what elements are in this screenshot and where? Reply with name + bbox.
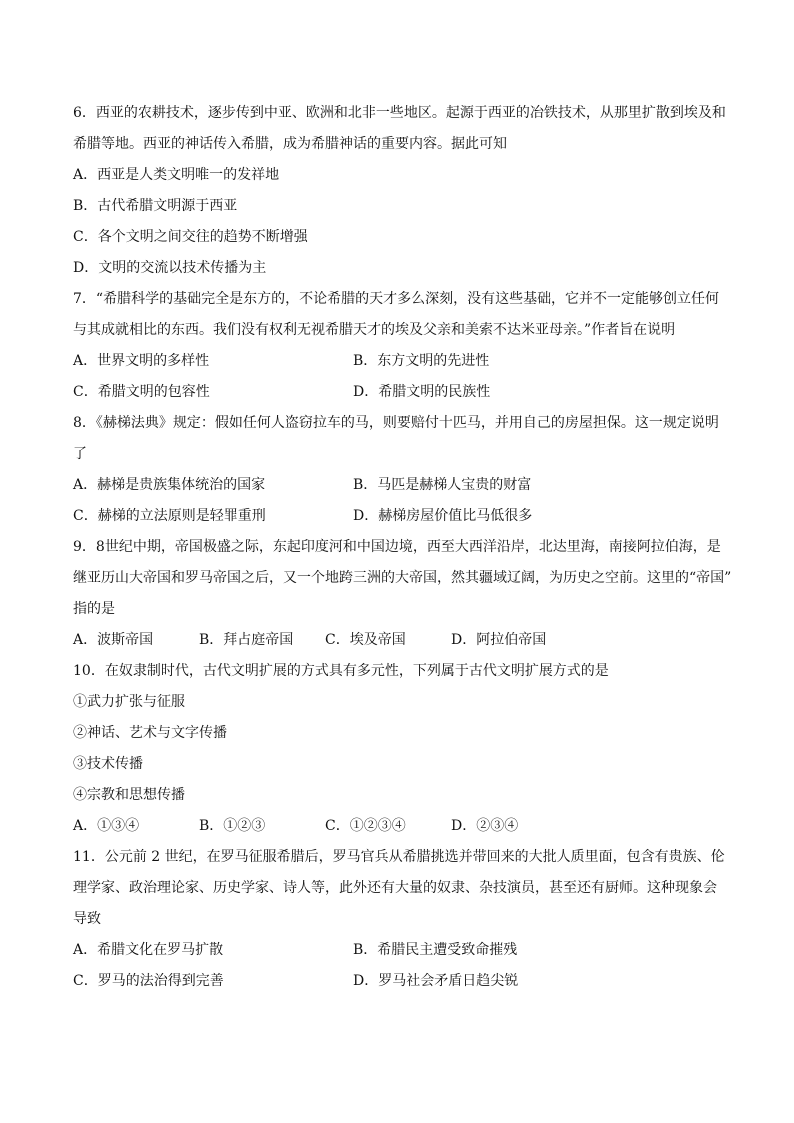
option-a: A．西亚是人类文明唯一的发祥地 [73, 167, 280, 183]
question-stem-line: 8．《赫梯法典》规定：假如任何人盗窃拉车的马，则要赔付十匹马，并用自己的房屋担保。这一规定说明 [73, 415, 719, 431]
options-row [73, 811, 733, 842]
option-a: A．①③④ [73, 818, 140, 834]
options-row [73, 470, 733, 501]
question-9 [73, 532, 733, 656]
option-c: C．赫梯的立法原则是轻罪重刑 [73, 508, 266, 524]
statement-1: ①武力扩张与征服 [73, 694, 185, 710]
question-stem-line: 理学家、政治理论家、历史学家、诗人等，此外还有大量的奴隶、杂技演员，甚至还有厨师。这种现象会 [73, 880, 717, 896]
options-row [73, 935, 733, 966]
statement-4: ④宗教和思想传播 [73, 787, 185, 803]
question-10 [73, 656, 733, 842]
question-7 [73, 284, 733, 408]
statement-2: ②神话、艺术与文字传播 [73, 725, 227, 741]
options-row [73, 501, 733, 532]
statement-3: ③技术传播 [73, 756, 143, 772]
option-c: C．埃及帝国 [325, 632, 406, 648]
question-stem-line: 与其成就相比的东西。我们没有权利无视希腊天才的埃及父亲和美索不达米亚母亲。”作者旨在说明 [73, 322, 676, 338]
question-stem-line: 导致 [73, 911, 101, 927]
question-stem-line: 9．8世纪中期，帝国极盛之际，东起印度河和中国边境，西至大西洋沿岸，北达里海，南接阿拉伯海，是 [73, 539, 721, 555]
option-a: A．赫梯是贵族集体统治的国家 [73, 477, 266, 493]
option-b: B．①②③ [199, 818, 266, 834]
question-stem-line: 7．“希腊科学的基础完全是东方的，不论希腊的天才多么深刻，没有这些基础，它并不一定能够创立任何 [73, 291, 720, 307]
question-stem-line: 11．公元前 2 世纪，在罗马征服希腊后，罗马官兵从希腊挑选并带回来的大批人质里面，包含有贵族、伦 [73, 849, 725, 865]
question-stem-line: 10．在奴隶制时代，古代文明扩展的方式具有多元性，下列属于古代文明扩展方式的是 [73, 663, 609, 679]
option-b: B．古代希腊文明源于西亚 [73, 198, 238, 214]
options-row [73, 625, 733, 656]
option-d: D．赫梯房屋价值比马低很多 [353, 508, 533, 524]
option-d: D．希腊文明的民族性 [353, 384, 491, 400]
option-b: B．拜占庭帝国 [199, 632, 294, 648]
option-d: D．②③④ [451, 818, 519, 834]
option-a: A．世界文明的多样性 [73, 353, 210, 369]
option-c: C．①②③④ [325, 818, 406, 834]
option-b: B．马匹是赫梯人宝贵的财富 [353, 477, 532, 493]
options-row [73, 966, 733, 997]
exam-page [73, 98, 733, 997]
question-6 [73, 98, 733, 284]
question-stem-line: 6．西亚的农耕技术，逐步传到中亚、欧洲和北非一些地区。起源于西亚的冶铁技术，从那里扩散到埃及和 [73, 105, 726, 121]
question-stem-line: 希腊等地。西亚的神话传入希腊，成为希腊神话的重要内容。据此可知 [73, 136, 507, 152]
question-stem-line: 继亚历山大帝国和罗马帝国之后，又一个地跨三洲的大帝国，然其疆域辽阔，为历史之空前。这里的“帝国” [73, 570, 732, 586]
option-d: D．罗马社会矛盾日趋尖锐 [353, 973, 519, 989]
option-b: B．东方文明的先进性 [353, 353, 490, 369]
question-stem-line: 了 [73, 446, 87, 462]
option-d: D．文明的交流以技术传播为主 [73, 260, 267, 276]
question-8 [73, 408, 733, 532]
option-b: B．希腊民主遭受致命摧残 [353, 942, 518, 958]
option-c: C．希腊文明的包容性 [73, 384, 210, 400]
question-stem-line: 指的是 [73, 601, 115, 617]
question-11 [73, 842, 733, 997]
option-a: A．希腊文化在罗马扩散 [73, 942, 224, 958]
option-c: C．各个文明之间交往的趋势不断增强 [73, 229, 308, 245]
option-a: A．波斯帝国 [73, 632, 154, 648]
option-d: D．阿拉伯帝国 [451, 632, 547, 648]
option-c: C．罗马的法治得到完善 [73, 973, 224, 989]
options-row [73, 377, 733, 408]
options-row [73, 346, 733, 377]
